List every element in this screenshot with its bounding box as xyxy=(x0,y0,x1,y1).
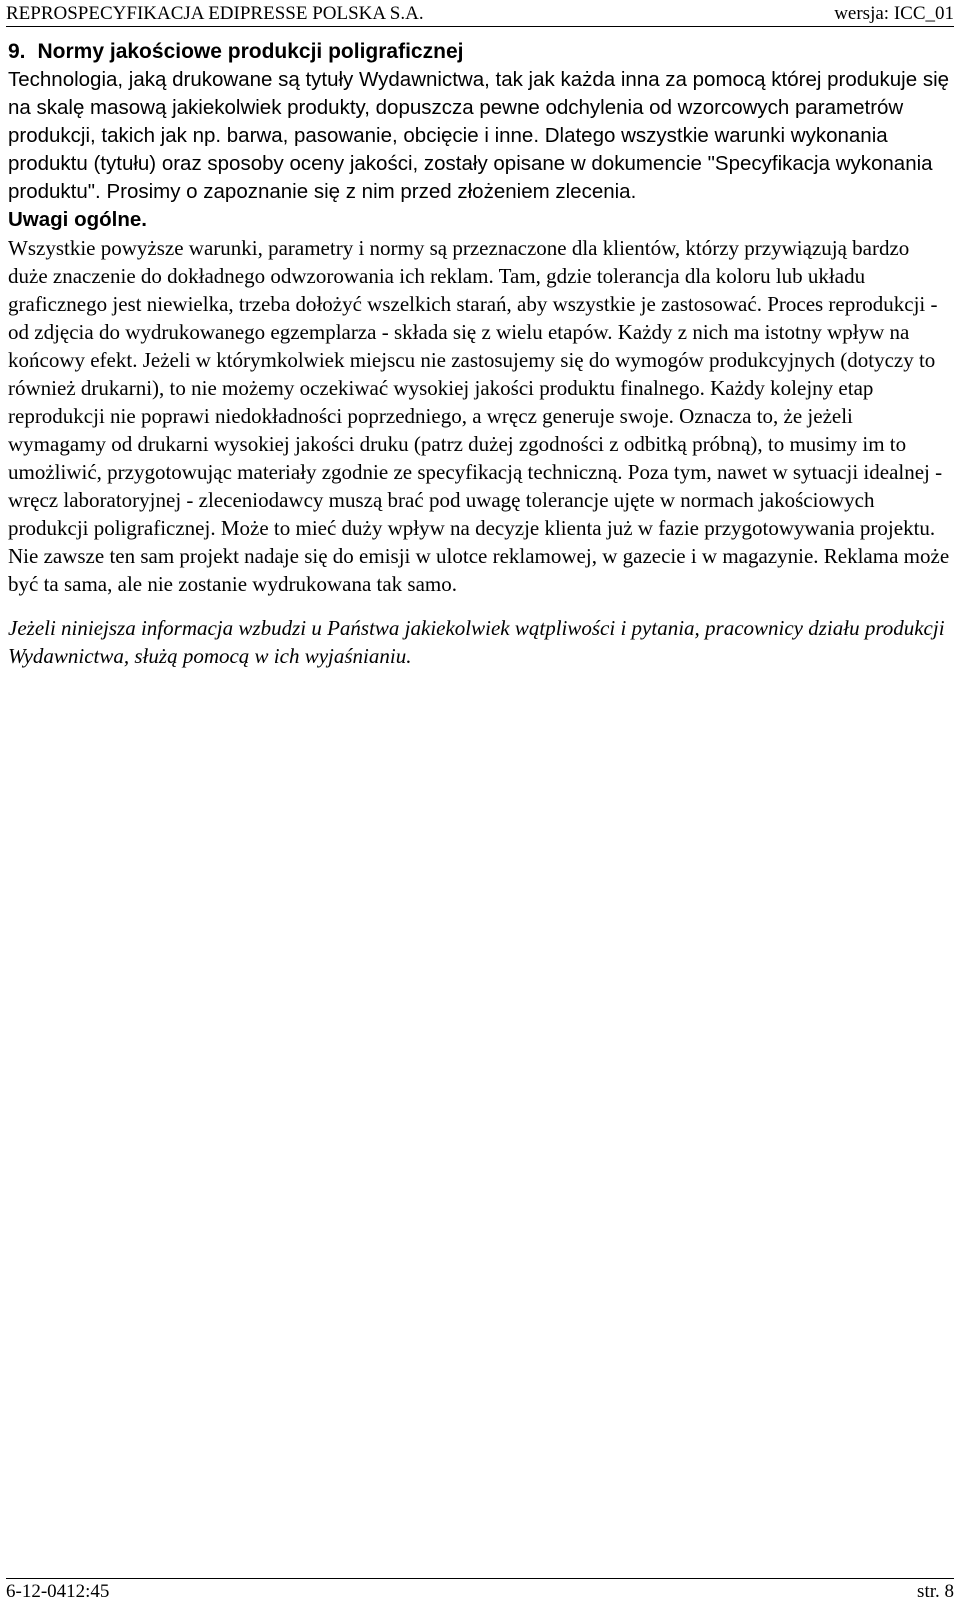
general-remarks-paragraph xyxy=(8,234,950,598)
footer-page-number: str. 8 xyxy=(917,1581,954,1602)
document-body xyxy=(8,38,950,670)
general-remarks-heading: Uwagi ogólne. xyxy=(8,208,147,231)
closing-note: Jeżeli niniejsza informacja wzbudzi u Państwa jakiekolwiek wątpliwości i pytania, pracownicy działu produkcji Wydawnictwa, służą pomocą w ich wyjaśnianiu. xyxy=(8,616,945,668)
page-header xyxy=(6,0,954,27)
header-document-title: REPROSPECYFIKACJA EDIPRESSE POLSKA S.A. xyxy=(6,3,424,24)
general-remarks-part-serif: Jeżeli w którymkolwiek miejscu nie zastosujemy się do wymogów produkcyjnych (dotyczy to również drukarni), to nie możemy oczekiwać wysokiej jakości produktu finalnego. Każdy kolejny etap reprodukcji nie poprawi niedokładności poprzedniego, a wręcz generuje swoje. Oznacza to, że jeżeli wymagamy od drukarni wysokiej jakości druku (patrz dużej zgodności z odbitką próbną), to musimy im to umożliwić, przygotowując materiały zgodnie ze specyfikacją techniczną. Poza tym, nawet w sytuacji idealnej - wręcz laboratoryjnej - zleceniodawcy muszą brać pod uwagę tolerancje ujęte w normach jakościowych produkcji poligraficznej. Może to mieć duży wpływ na decyzje klienta już w fazie przygotowywania projektu. Nie zawsze ten sam projekt nadaje się do emisji w ulotce reklamowej, w gazecie i w magazynie. Reklama może być ta sama, ale nie zostanie wydrukowana tak samo. xyxy=(8,348,950,596)
section-title: Normy jakościowe produkcji poligraficznej xyxy=(37,40,464,63)
page-footer xyxy=(6,1578,954,1605)
header-version: wersja: ICC_01 xyxy=(834,3,954,24)
footer-timestamp: 6-12-0412:45 xyxy=(6,1581,110,1602)
general-remarks-part-sans: Wszystkie powyższe warunki, parametry i normy są przeznaczone dla klientów, którzy przywiązują bardzo duże znaczenie do dokładnego odwzorowania ich reklam. Tam, gdzie tolerancja dla koloru lub układu graficznego jest niewielka, trzeba dołożyć wszelkich starań, aby wszystkie je zastosować. Proces reprodukcji - od zdjęcia do wydrukowanego egzemplarza - składa się z wielu etapów. Każdy z nich ma istotny wpływ na końcowy efekt. xyxy=(8,236,938,372)
intro-paragraph: Technologia, jaką drukowane są tytuły Wydawnictwa, tak jak każda inna za pomocą której produkuje się na skalę masową jakiekolwiek produkty, dopuszcza pewne odchylenia od wzorcowych parametrów produkcji, takich jak np. barwa, pasowanie, obcięcie i inne. Dlatego wszystkie warunki wykonania produktu (tytułu) oraz sposoby oceny jakości, zostały opisane w dokumencie "Specyfikacja wykonania produktu". Prosimy o zapoznanie się z nim przed złożeniem zlecenia. xyxy=(8,68,950,203)
section-heading xyxy=(8,38,950,66)
section-number: 9. xyxy=(8,40,26,63)
